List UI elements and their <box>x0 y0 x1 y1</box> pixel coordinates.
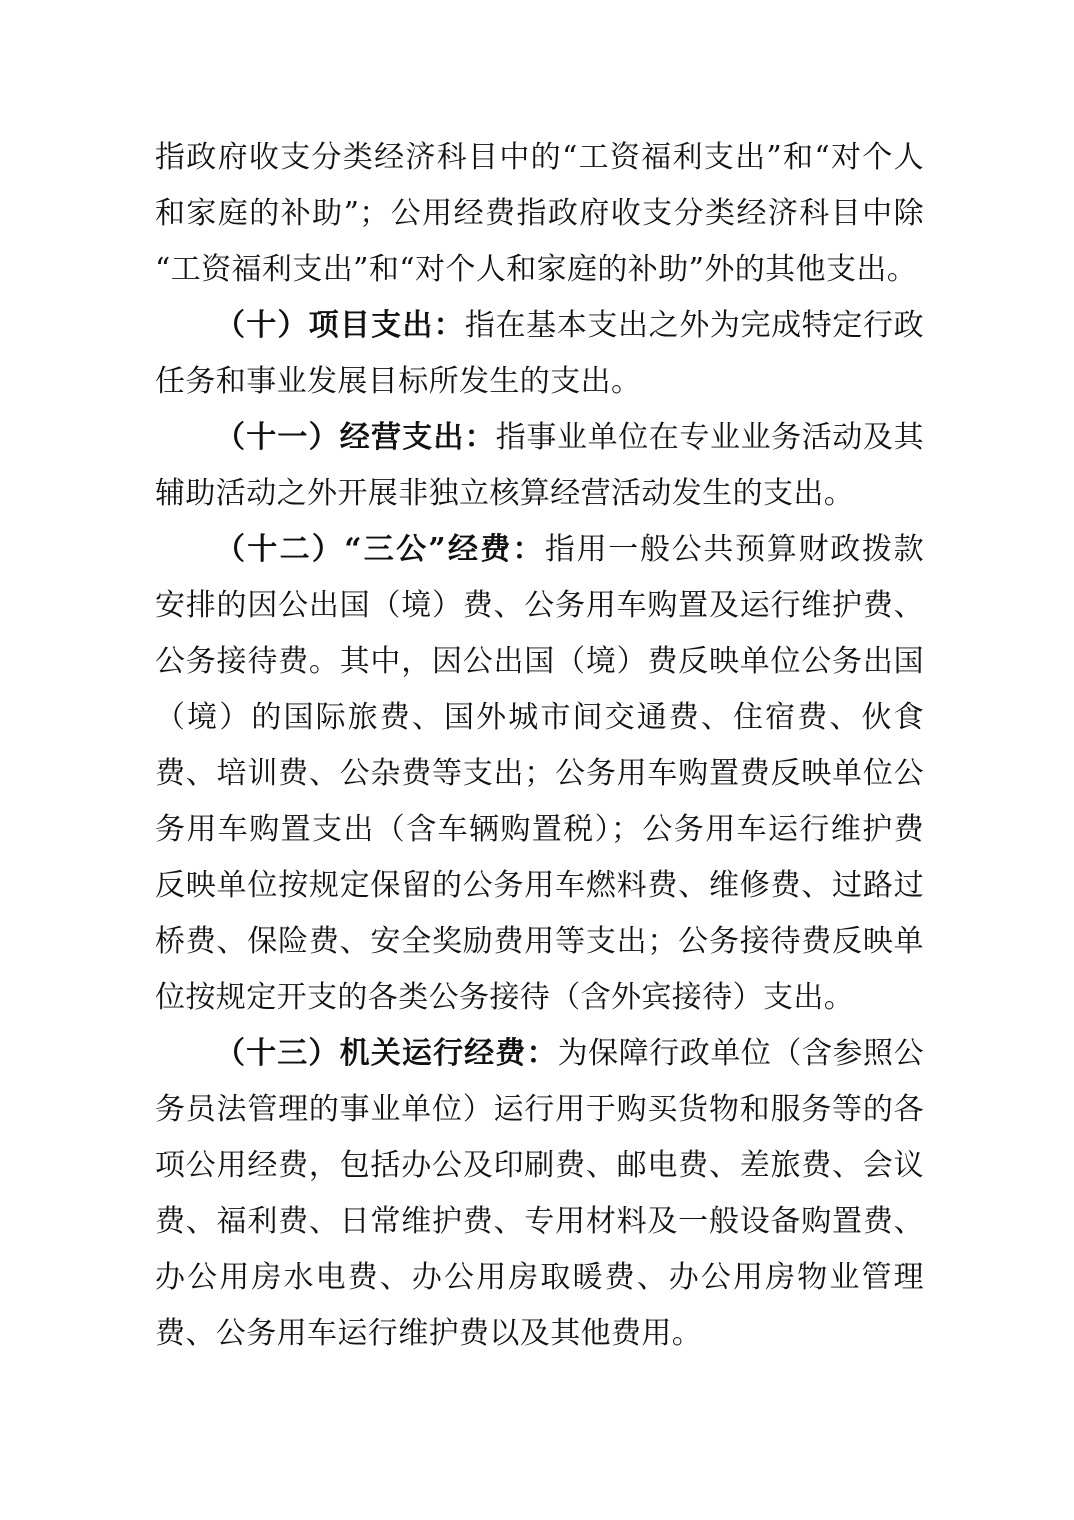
paragraph-continuation <box>155 130 924 298</box>
paragraph-item-10 <box>155 298 924 410</box>
paragraph-item-13 <box>155 1026 924 1362</box>
paragraph-lead-label: （十二）“三公”经费： <box>215 532 545 567</box>
paragraph-text: 指用一般公共预算财政拨款安排的因公出国（境）费、公务用车购置及运行维护费、公务接待费。其中，因公出国（境）费反映单位公务出国（境）的国际旅费、国外城市间交通费、住宿费、伙食费、培训费、公杂费等支出；公务用车购置费反映单位公务用车购置支出（含车辆购置税）；公务用车运行维护费反映单位按规定保留的公务用车燃料费、维修费、过路过桥费、保险费、安全奖励费用等支出；公务接待费反映单位按规定开支的各类公务接待（含外宾接待）支出。 <box>155 532 924 1015</box>
paragraph-text: 指政府收支分类经济科目中的“工资福利支出”和“对个人和家庭的补助”；公用经费指政府收支分类经济科目中除“工资福利支出”和“对个人和家庭的补助”外的其他支出。 <box>155 140 924 287</box>
paragraph-lead-label: （十）项目支出： <box>215 308 465 343</box>
paragraph-lead-label: （十一）经营支出： <box>215 420 496 455</box>
paragraph-text: 指事业单位在专业业务活动及其辅助活动之外开展非独立核算经营活动发生的支出。 <box>155 420 924 511</box>
paragraph-item-12 <box>155 522 924 1026</box>
document-body <box>155 130 924 1362</box>
paragraph-text: 为保障行政单位（含参照公务员法管理的事业单位）运行用于购买货物和服务等的各项公用经费，包括办公及印刷费、邮电费、差旅费、会议费、福利费、日常维护费、专用材料及一般设备购置费、办公用房水电费、办公用房取暖费、办公用房物业管理费、公务用车运行维护费以及其他费用。 <box>155 1036 924 1351</box>
paragraph-item-11 <box>155 410 924 522</box>
paragraph-text: 指在基本支出之外为完成特定行政任务和事业发展目标所发生的支出。 <box>155 308 925 399</box>
paragraph-lead-label: （十三）机关运行经费： <box>215 1036 558 1071</box>
